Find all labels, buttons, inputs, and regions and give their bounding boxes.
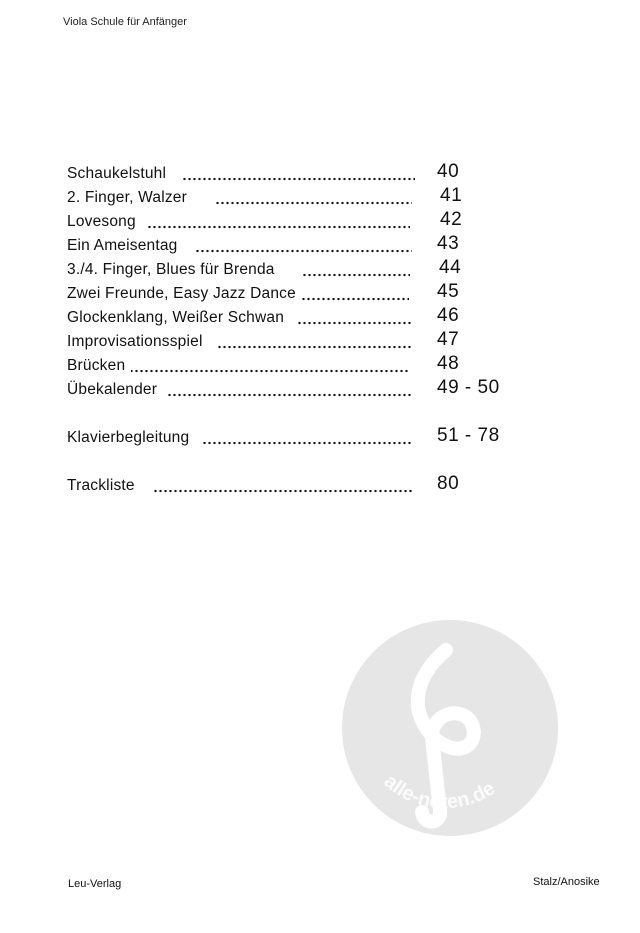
toc-entry-tracklist (67, 473, 517, 501)
toc-entry-page: 44 (439, 257, 462, 278)
watermark-text: alle-noten.de (379, 770, 500, 814)
dot-leader (167, 393, 412, 397)
footer-authors: Stalz/Anosike (533, 876, 600, 888)
toc-entry-title: Lovesong (67, 213, 142, 231)
running-header: Viola Schule für Anfänger (63, 16, 187, 28)
toc-entry-accompaniment (67, 425, 517, 453)
toc-entry-page: 45 (437, 281, 460, 302)
toc-entry-title: Schaukelstuhl (67, 165, 172, 183)
watermark-logo (342, 620, 558, 836)
toc-entry-page: 80 (437, 473, 460, 494)
dot-leader (129, 369, 409, 373)
toc-entry-page: 46 (437, 305, 460, 326)
footer-publisher: Leu-Verlag (68, 878, 122, 890)
dot-leader (215, 201, 412, 205)
toc-entry-title: 3./4. Finger, Blues für Brenda (67, 261, 281, 279)
toc-entry-title: Brücken (67, 357, 131, 375)
dot-leader (195, 249, 412, 253)
toc-entry-page: 51 - 78 (437, 425, 500, 446)
toc-entry-page: 43 (437, 233, 460, 254)
toc-entry-page: 49 - 50 (437, 377, 500, 398)
dot-leader (153, 489, 412, 493)
toc-entry-title: 2. Finger, Walzer (67, 189, 193, 207)
dot-leader (217, 345, 412, 349)
dot-leader (147, 225, 410, 229)
dot-leader (297, 321, 412, 325)
toc-entry-page: 48 (437, 353, 460, 374)
toc-entry-title: Glockenklang, Weißer Schwan (67, 309, 290, 327)
toc-entry-title: Zwei Freunde, Easy Jazz Dance (67, 285, 302, 303)
toc-entry-title: Improvisationsspiel (67, 333, 209, 351)
dot-leader (202, 441, 412, 445)
toc-entry-title: Trackliste (67, 477, 141, 495)
toc-entry-title: Klavierbegleitung (67, 429, 195, 447)
toc-entry-title: Übekalender (67, 381, 163, 399)
toc-entry (67, 377, 517, 405)
toc-entry-page: 41 (440, 185, 463, 206)
dot-leader (182, 177, 415, 181)
toc-entry-title: Ein Ameisentag (67, 237, 184, 255)
toc-entry-page: 40 (437, 161, 460, 182)
table-of-contents (67, 161, 517, 501)
toc-entry-page: 42 (440, 209, 463, 230)
dot-leader (302, 273, 410, 277)
toc-entry-page: 47 (437, 329, 460, 350)
dot-leader (301, 297, 409, 301)
